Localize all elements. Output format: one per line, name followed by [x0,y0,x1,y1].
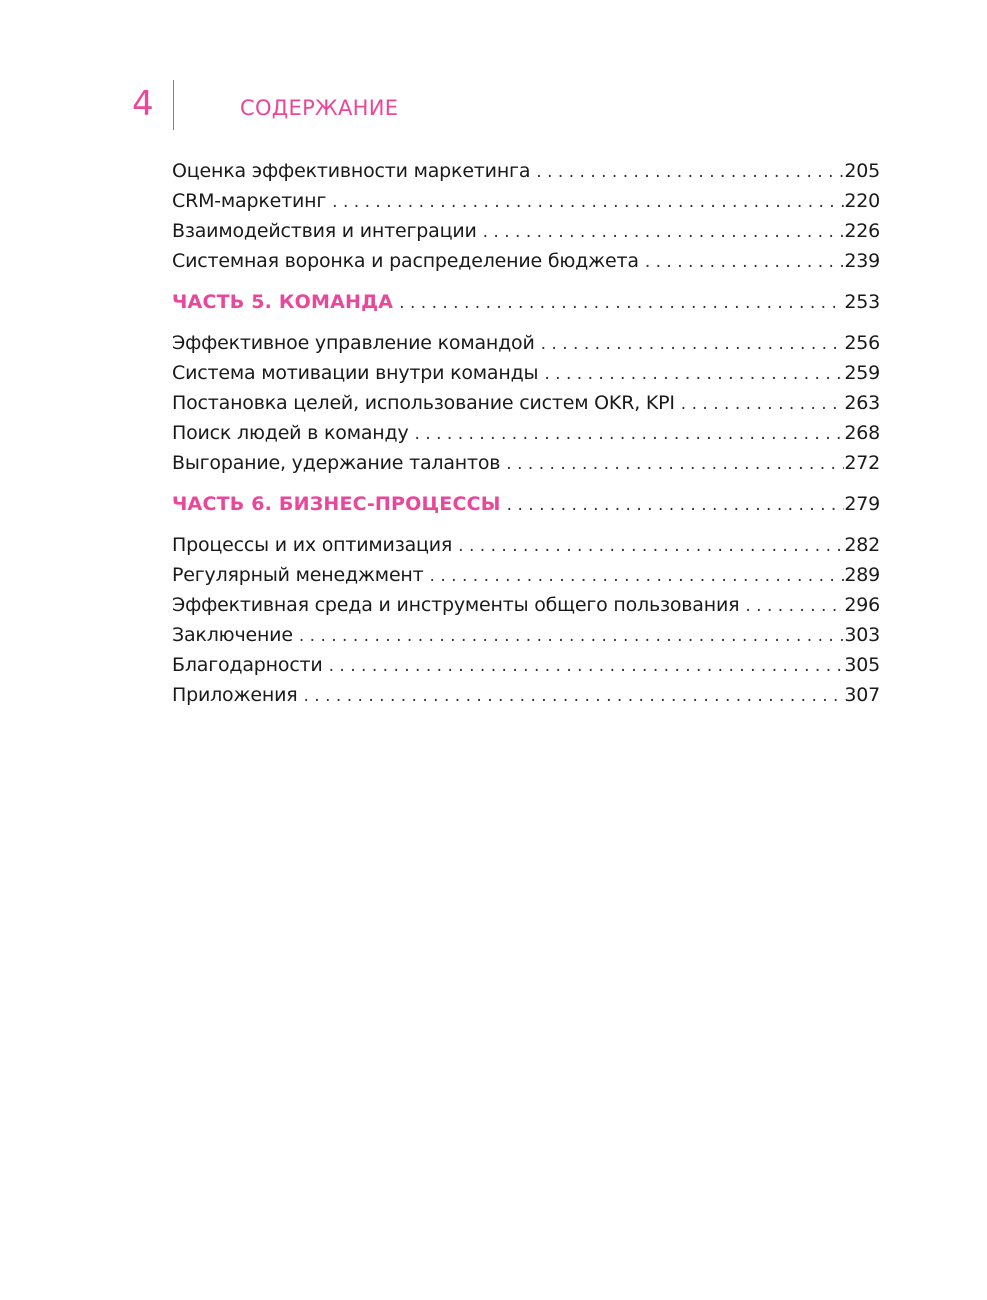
toc-entry-page: 259 [844,362,880,384]
toc-entry[interactable] [172,388,880,418]
toc-entry[interactable] [172,448,880,478]
toc-entry-title: Поиск людей в команду [172,422,409,444]
header-divider [173,80,174,130]
toc-entry[interactable] [172,418,880,448]
dot-leader [500,449,844,479]
dot-leader [409,419,845,449]
dot-leader [501,479,845,531]
toc-entry-title: Выгорание, удержание талантов [172,452,501,474]
toc-entry[interactable] [172,680,880,710]
page-number: 4 [132,84,154,124]
toc-entry-page: 303 [844,624,880,646]
toc-entry[interactable] [172,650,880,680]
toc-entry-page: 307 [844,684,880,706]
table-of-contents [172,156,880,710]
toc-entry-title: CRM-маркетинг [172,190,327,212]
toc-entry-page: 226 [844,220,880,242]
toc-entry[interactable] [172,620,880,650]
toc-entry[interactable] [172,328,880,358]
toc-entry-page: 282 [844,534,880,556]
dot-leader [538,359,844,389]
toc-part-heading-5[interactable] [172,276,880,328]
toc-entry-title: Заключение [172,624,293,646]
dot-leader [739,591,844,621]
dot-leader [530,157,844,187]
dot-leader [393,277,844,329]
dot-leader [326,187,844,217]
dot-leader [639,247,845,277]
toc-entry[interactable] [172,590,880,620]
toc-part-page: 279 [844,493,880,515]
toc-entry-title: Приложения [172,684,298,706]
toc-entry-page: 268 [844,422,880,444]
dot-leader [424,561,845,591]
toc-entry[interactable] [172,530,880,560]
dot-leader [477,217,845,247]
toc-entry-title: Регулярный менеджмент [172,564,424,586]
toc-entry-page: 296 [844,594,880,616]
dot-leader [293,621,845,651]
toc-entry-title: Системная воронка и распределение бюджета [172,250,639,272]
toc-part-heading-6[interactable] [172,478,880,530]
toc-entry-title: Взаимодействия и интеграции [172,220,477,242]
toc-entry[interactable] [172,186,880,216]
toc-entry-title: Система мотивации внутри команды [172,362,539,384]
toc-entry-page: 220 [844,190,880,212]
toc-entry[interactable] [172,358,880,388]
toc-entry-title: Постановка целей, использование систем OKR, KPI [172,392,675,414]
toc-entry-title: Эффективное управление командой [172,332,535,354]
dot-leader [297,681,844,711]
toc-part-page: 253 [844,291,880,313]
toc-entry-page: 263 [844,392,880,414]
toc-entry-page: 239 [844,250,880,272]
toc-entry[interactable] [172,560,880,590]
dot-leader [675,389,845,419]
toc-part-title: ЧАСТЬ 5. КОМАНДА [172,291,394,313]
toc-entry[interactable] [172,156,880,186]
dot-leader [323,651,845,681]
toc-entry[interactable] [172,216,880,246]
toc-entry-page: 256 [844,332,880,354]
toc-entry-page: 205 [844,160,880,182]
toc-entry[interactable] [172,246,880,276]
toc-entry-page: 289 [844,564,880,586]
running-head: СОДЕРЖАНИЕ [240,96,399,120]
toc-entry-title: Процессы и их оптимизация [172,534,453,556]
toc-entry-title: Эффективная среда и инструменты общего пользования [172,594,740,616]
dot-leader [535,329,845,359]
toc-entry-title: Оценка эффективности маркетинга [172,160,531,182]
toc-part-title: ЧАСТЬ 6. БИЗНЕС-ПРОЦЕССЫ [172,493,501,515]
toc-entry-page: 272 [844,452,880,474]
toc-entry-page: 305 [844,654,880,676]
dot-leader [452,531,844,561]
toc-entry-title: Благодарности [172,654,323,676]
